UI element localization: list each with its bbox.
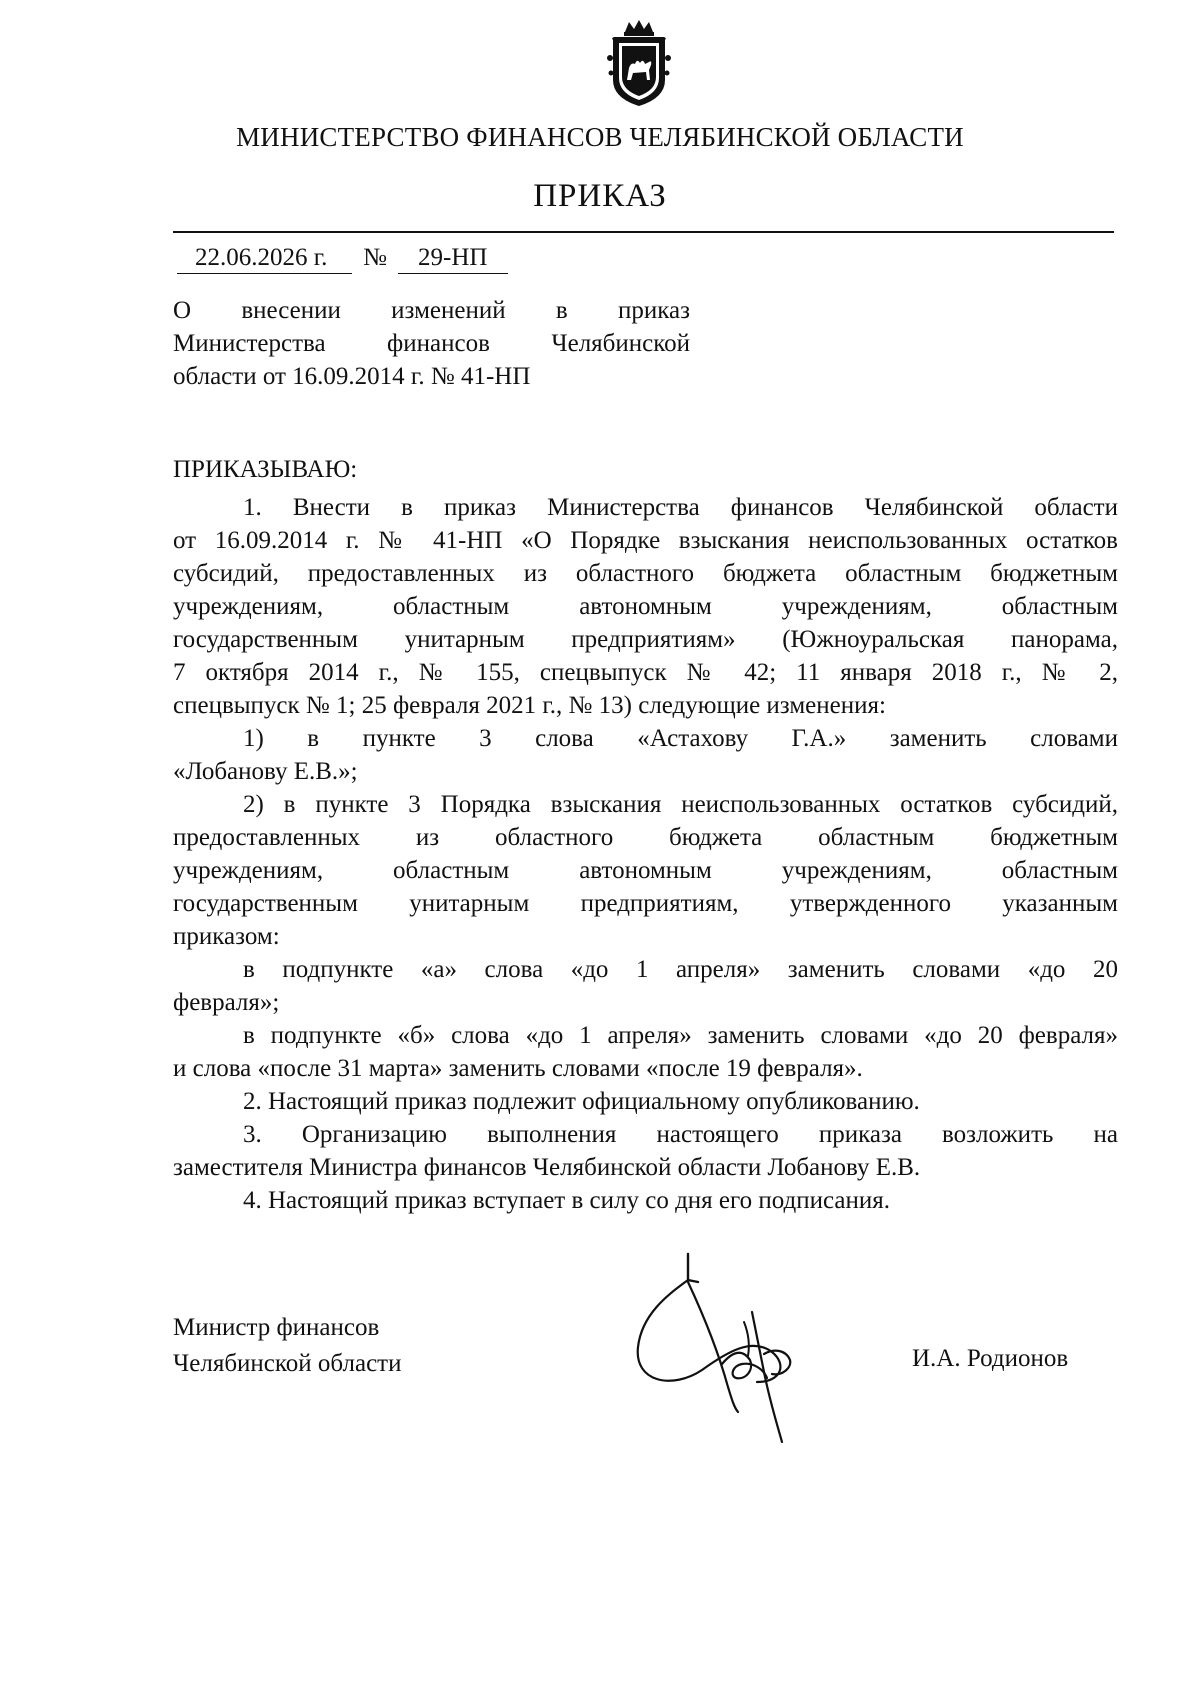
body-line: 1) в пункте 3 слова «Астахову Г.А.» заменить словами (243, 725, 1118, 752)
body-line: в подпункте «б» слова «до 1 апреля» заменить словами «до 20 февраля» (243, 1022, 1118, 1049)
signer-name: И.А. Родионов (912, 1345, 1069, 1372)
body-line: 4. Настоящий приказ вступает в силу со дня его подписания. (243, 1187, 891, 1214)
order-number: 29-НП (398, 244, 508, 274)
body-line: заместителя Министра финансов Челябинской области Лобанову Е.В. (173, 1154, 921, 1181)
order-directive-heading: ПРИКАЗЫВАЮ: (173, 456, 358, 483)
body-line: приказом: (173, 923, 280, 950)
subject-line: О внесении изменений в приказ (173, 297, 690, 324)
date-number-line (177, 244, 508, 274)
order-subject (173, 294, 690, 393)
body-line: 2) в пункте 3 Порядка взыскания неиспользованных остатков субсидий, (243, 791, 1118, 818)
body-line: и слова «после 31 марта» заменить словами «после 19 февраля». (173, 1055, 863, 1082)
body-line: 7 октября 2014 г., № 155, спецвыпуск № 42; 11 января 2018 г., № 2, (173, 659, 1118, 686)
signer-position-line: Челябинской области (173, 1350, 402, 1377)
body-line: 3. Организацию выполнения настоящего приказа возложить на (243, 1121, 1118, 1148)
ministry-name: МИНИСТЕРСТВО ФИНАНСОВ ЧЕЛЯБИНСКОЙ ОБЛАСТИ (236, 122, 964, 152)
handwritten-signature (632, 1252, 817, 1447)
body-line: от 16.09.2014 г. № 41-НП «О Порядке взыскания неиспользованных остатков (173, 527, 1118, 554)
body-line: «Лобанову Е.В.»; (173, 758, 358, 785)
body-line: в подпункте «а» слова «до 1 апреля» заменить словами «до 20 (243, 956, 1118, 983)
subject-line: области от 16.09.2014 г. № 41-НП (173, 363, 531, 390)
header-divider (173, 231, 1114, 233)
body-line: субсидий, предоставленных из областного бюджета областным бюджетным (173, 560, 1118, 587)
body-line: государственным унитарным предприятиям, утвержденного указанным (173, 890, 1118, 917)
body-line: 1. Внести в приказ Министерства финансов Челябинской области (243, 494, 1118, 521)
body-line: учреждениям, областным автономным учреждениям, областным (173, 857, 1118, 884)
order-body (173, 491, 1118, 1217)
order-date: 22.06.2026 г. (177, 244, 352, 274)
subject-line: Министерства финансов Челябинской (173, 330, 690, 357)
document-type-title: ПРИКАЗ (533, 178, 667, 214)
body-line: спецвыпуск № 1; 25 февраля 2021 г., № 13) следующие изменения: (173, 692, 886, 719)
body-line: государственным унитарным предприятиям» (Южноуральская панорама, (173, 626, 1118, 653)
body-line: предоставленных из областного бюджета областным бюджетным (173, 824, 1118, 851)
body-line: февраля»; (173, 989, 280, 1016)
signer-position (173, 1310, 401, 1382)
signer-position-line: Министр финансов (173, 1314, 380, 1341)
body-line: учреждениям, областным автономным учреждениям, областным (173, 593, 1118, 620)
number-sign: № (363, 244, 387, 271)
body-line: 2. Настоящий приказ подлежит официальному опубликованию. (243, 1088, 920, 1115)
coat-of-arms-icon (605, 18, 673, 108)
